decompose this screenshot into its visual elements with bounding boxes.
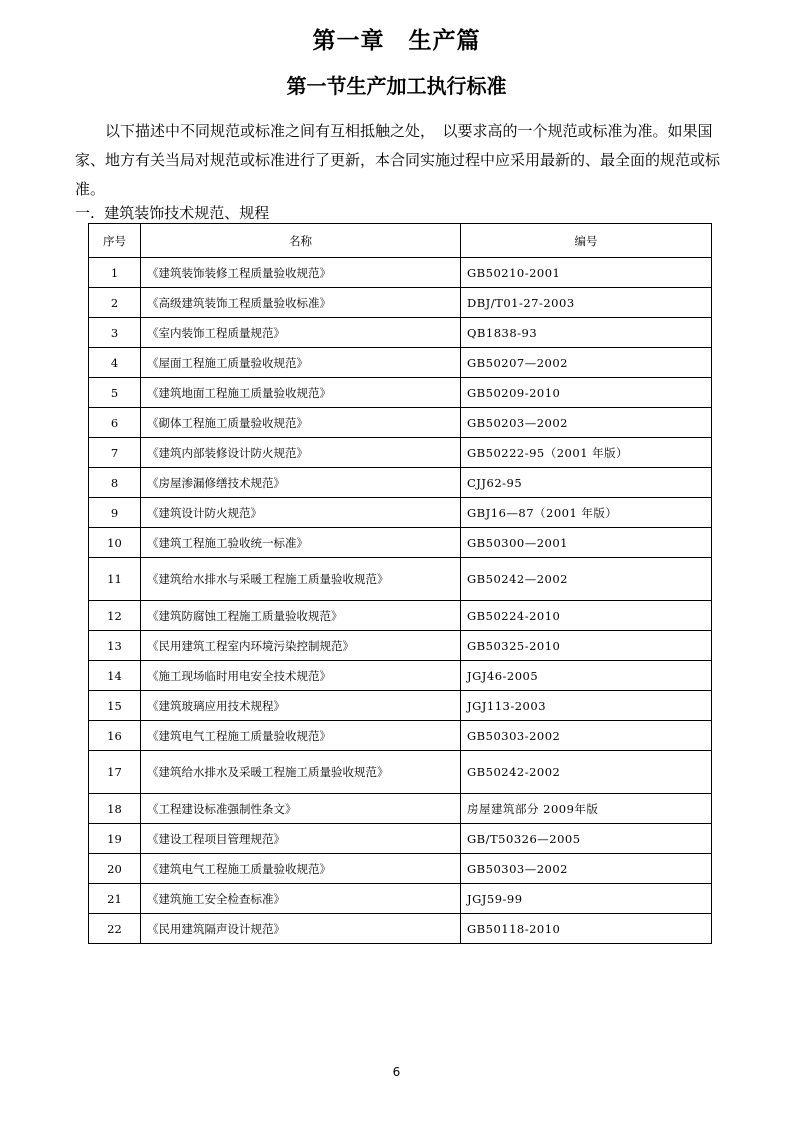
cell-name: 《民用建筑工程室内环境污染控制规范》 <box>141 631 461 661</box>
cell-name: 《建筑地面工程施工质量验收规范》 <box>141 378 461 408</box>
cell-code: GB50303—2002 <box>461 854 712 884</box>
cell-no: 18 <box>89 794 141 824</box>
subheading: 一. 建筑装饰技术规范、规程 <box>75 204 270 222</box>
section-title: 第一节生产加工执行标准 <box>286 74 507 98</box>
cell-name: 《建筑给水排水与采暖工程施工质量验收规范》 <box>141 558 461 601</box>
cell-code: GB/T50326—2005 <box>461 824 712 854</box>
cell-code: GB50209-2010 <box>461 378 712 408</box>
table-row <box>89 601 712 631</box>
cell-no: 8 <box>89 468 141 498</box>
table-row <box>89 721 712 751</box>
intro-paragraph: 以下描述中不同规范或标准之间有互相抵触之处， 以要求高的一个规范或标准为准。如果国家、地方有关当局对规范或标准进行了更新，本合同实施过程中应采用最新的、最全面的规范或标准。 <box>75 122 721 198</box>
table-row <box>89 438 712 468</box>
cell-code: GB50203—2002 <box>461 408 712 438</box>
table-row <box>89 408 712 438</box>
cell-no: 9 <box>89 498 141 528</box>
cell-name: 《房屋渗漏修缮技术规范》 <box>141 468 461 498</box>
cell-code: GB50303-2002 <box>461 721 712 751</box>
cell-name: 《民用建筑隔声设计规范》 <box>141 914 461 944</box>
cell-name: 《建筑施工安全检查标准》 <box>141 884 461 914</box>
cell-code: GB50242-2002 <box>461 751 712 794</box>
cell-name: 《建筑工程施工验收统一标准》 <box>141 528 461 558</box>
cell-no: 6 <box>89 408 141 438</box>
cell-no: 13 <box>89 631 141 661</box>
table-row <box>89 468 712 498</box>
table-row <box>89 288 712 318</box>
table-row <box>89 854 712 884</box>
page-number: 6 <box>392 1065 401 1079</box>
header-code: 编号 <box>461 224 712 258</box>
cell-code: GB50207—2002 <box>461 348 712 378</box>
cell-name: 《建筑防腐蚀工程施工质量验收规范》 <box>141 601 461 631</box>
table-row <box>89 528 712 558</box>
cell-code: GB50118-2010 <box>461 914 712 944</box>
cell-name: 《建筑设计防火规范》 <box>141 498 461 528</box>
cell-name: 《高级建筑装饰工程质量验收标准》 <box>141 288 461 318</box>
table-row <box>89 661 712 691</box>
cell-no: 16 <box>89 721 141 751</box>
cell-code: DBJ/T01-27-2003 <box>461 288 712 318</box>
table-row <box>89 884 712 914</box>
cell-no: 20 <box>89 854 141 884</box>
cell-name: 《工程建设标准强制性条文》 <box>141 794 461 824</box>
cell-code: QB1838-93 <box>461 318 712 348</box>
cell-name: 《建筑电气工程施工质量验收规范》 <box>141 854 461 884</box>
standards-table <box>88 223 712 944</box>
cell-no: 15 <box>89 691 141 721</box>
cell-name: 《建筑内部装修设计防火规范》 <box>141 438 461 468</box>
cell-no: 19 <box>89 824 141 854</box>
cell-code: GB50242—2002 <box>461 558 712 601</box>
cell-name: 《室内装饰工程质量规范》 <box>141 318 461 348</box>
cell-name: 《屋面工程施工质量验收规范》 <box>141 348 461 378</box>
table-row <box>89 258 712 288</box>
cell-name: 《建筑给水排水及采暖工程施工质量验收规范》 <box>141 751 461 794</box>
cell-no: 3 <box>89 318 141 348</box>
chapter-title: 第一章 生产篇 <box>312 28 481 54</box>
header-no: 序号 <box>89 224 141 258</box>
table-row <box>89 378 712 408</box>
cell-name: 《建筑玻璃应用技术规程》 <box>141 691 461 721</box>
table-row <box>89 914 712 944</box>
table-header-row <box>89 224 712 258</box>
cell-code: GB50300—2001 <box>461 528 712 558</box>
cell-no: 21 <box>89 884 141 914</box>
cell-code: JGJ46-2005 <box>461 661 712 691</box>
table-row <box>89 348 712 378</box>
cell-no: 14 <box>89 661 141 691</box>
cell-name: 《建筑装饰装修工程质量验收规范》 <box>141 258 461 288</box>
table-body <box>89 258 712 944</box>
table-row <box>89 824 712 854</box>
cell-no: 7 <box>89 438 141 468</box>
cell-no: 4 <box>89 348 141 378</box>
cell-no: 10 <box>89 528 141 558</box>
cell-name: 《建设工程项目管理规范》 <box>141 824 461 854</box>
cell-no: 22 <box>89 914 141 944</box>
table-row <box>89 691 712 721</box>
cell-no: 17 <box>89 751 141 794</box>
cell-no: 11 <box>89 558 141 601</box>
table-row <box>89 318 712 348</box>
cell-code: GB50210-2001 <box>461 258 712 288</box>
cell-code: GB50224-2010 <box>461 601 712 631</box>
cell-no: 2 <box>89 288 141 318</box>
header-name: 名称 <box>141 224 461 258</box>
cell-code: JGJ59-99 <box>461 884 712 914</box>
cell-name: 《建筑电气工程施工质量验收规范》 <box>141 721 461 751</box>
cell-code: CJJ62-95 <box>461 468 712 498</box>
table-row <box>89 558 712 601</box>
cell-no: 12 <box>89 601 141 631</box>
cell-code: GB50222-95（2001 年版） <box>461 438 712 468</box>
cell-name: 《砌体工程施工质量验收规范》 <box>141 408 461 438</box>
table-row <box>89 794 712 824</box>
cell-code: JGJ113-2003 <box>461 691 712 721</box>
cell-code: GBJ16—87（2001 年版） <box>461 498 712 528</box>
cell-no: 1 <box>89 258 141 288</box>
cell-code: 房屋建筑部分 2009年版 <box>461 794 712 824</box>
cell-code: GB50325-2010 <box>461 631 712 661</box>
table-row <box>89 751 712 794</box>
table-row <box>89 631 712 661</box>
cell-no: 5 <box>89 378 141 408</box>
cell-name: 《施工现场临时用电安全技术规范》 <box>141 661 461 691</box>
table-row <box>89 498 712 528</box>
